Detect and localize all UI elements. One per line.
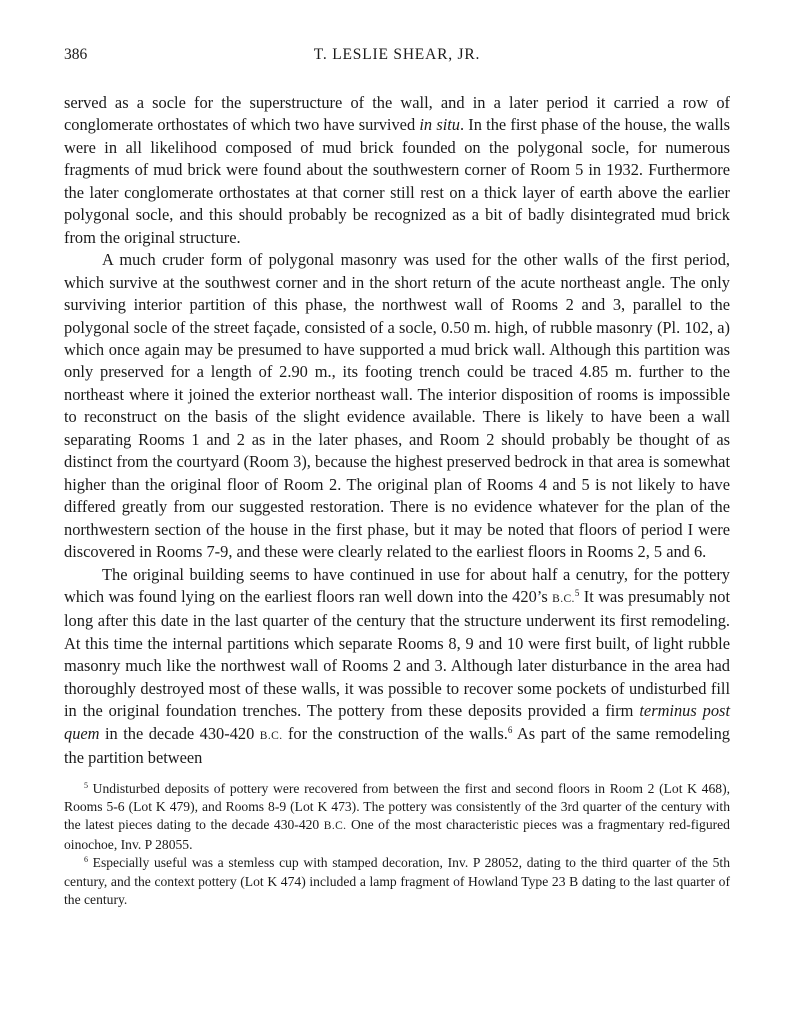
italic-phrase: terminus post quem (64, 701, 730, 743)
footnote-number: 6 (84, 855, 88, 865)
page-header (64, 46, 730, 72)
italic-phrase: in situ (419, 115, 460, 135)
paragraph-text: in the decade 430-420 (99, 723, 260, 743)
page (64, 46, 730, 909)
paragraph-2: A much cruder form of polygonal masonry was used for the other walls of the first period, which survive at the southwest corner and in the short return of the acute northeast angle. The only surviving interior partition of this phase, the northwest wall of Rooms 2 and 3, parallel to the polygonal socle of the street façade, consisted of a socle, 0.50 m. high, of rubble masonry (Pl. 102, a) which once again may be presumed to have supported a mud brick wall. Although this partition was only preserved for a length of 2.90 m., its footing trench could be traced 4.85 m. further to the northeast where it joined the exterior northeast wall. The interior disposition of rooms is impossible to reconstruct on the basis of the slight evidence available. There is likely to have been a wall separating Rooms 1 and 2 as in the later phases, and Room 2 should probably be thought of as distinct from the courtyard (Room 3), because the highest preserved bedrock in that area is somewhat higher than the original floor of Room 2. The original plan of Rooms 4 and 5 is not likely to have differed greatly from our suggested restoration. There is no evidence whatever for the plan of the northwestern section of the house in the first phase, but it may be noted that floors of period I were discovered in Rooms 7-9, and these were clearly related to the earliest floors in Rooms 2, 5 and 6. (64, 250, 730, 562)
body-text (64, 92, 730, 770)
era-abbreviation: B.C. (259, 729, 283, 742)
paragraph-3 (64, 564, 730, 770)
footnote-5 (64, 780, 730, 855)
running-head: T. LESLIE SHEAR, JR. (313, 46, 481, 63)
footnote-6 (64, 854, 730, 909)
paragraph-text: It was presumably not long after this date in the last quarter of the century that the structure underwent its first remodeling. At this time the internal partitions which separate Rooms 8, 9 and 10 were first built, of light rubble masonry much like the northwest wall of Rooms 2 and 3. Although later disturbance in the area had thoroughly destroyed most of these walls, it was possible to recover some pockets of undisturbed fill in the original foundation trenches. The pottery from these deposits provided a firm (64, 586, 730, 721)
paragraph-text: As part of the same remodeling the partition between (64, 723, 730, 768)
footnote-text: One of the most characteristic pieces was a fragmentary red-figured oinochoe, Inv. P 28055. (64, 817, 730, 852)
paragraph-text: for the construction of the walls. (282, 723, 508, 743)
page-number: 386 (64, 46, 88, 63)
footnote-number: 5 (84, 780, 88, 790)
footnote-ref-5: 5 (574, 587, 580, 598)
paragraph-text: The original building seems to have continued in use for about half a cenutry, for the pottery which was found lying on the earliest floors ran well down into the 420’s (64, 564, 730, 606)
paragraph-1 (64, 92, 730, 249)
footnote-ref-6: 6 (507, 724, 513, 735)
paragraph-text: served as a socle for the superstructure of the wall, and in a later period it carried a row of conglomerate orthostates of which two have survived (64, 93, 730, 135)
footnote-text: Undisturbed deposits of pottery were recovered from between the first and second floors in Room 2 (Lot K 468), Rooms 5-6 (Lot K 479), and Rooms 8-9 (Lot K 473). The pottery was consistently of the 3rd quarter of the century with the latest pieces dating to the decade 430-420 (64, 780, 730, 833)
era-abbreviation: B.C. (323, 820, 347, 833)
era-abbreviation: B.C. (552, 592, 575, 605)
footnotes (64, 780, 730, 910)
footnote-text: Especially useful was a stemless cup with stamped decoration, Inv. P 28052, dating to the third quarter of the 5th century, and the context pottery (Lot K 474) included a lamp fragment of Howland Type 23 B dating to the last quarter of the century. (64, 855, 730, 908)
paragraph-text: . In the first phase of the house, the walls were in all likelihood composed of mud brick founded on the polygonal socle, for numerous fragments of mud brick were found about the southwestern corner of Room 5 in 1932. Furthermore the later conglomerate orthostates at that corner still rest on a thick layer of earth above the earlier polygonal socle, and this should probably be recognized as a bit of badly disintegrated mud brick from the original structure. (64, 115, 731, 247)
